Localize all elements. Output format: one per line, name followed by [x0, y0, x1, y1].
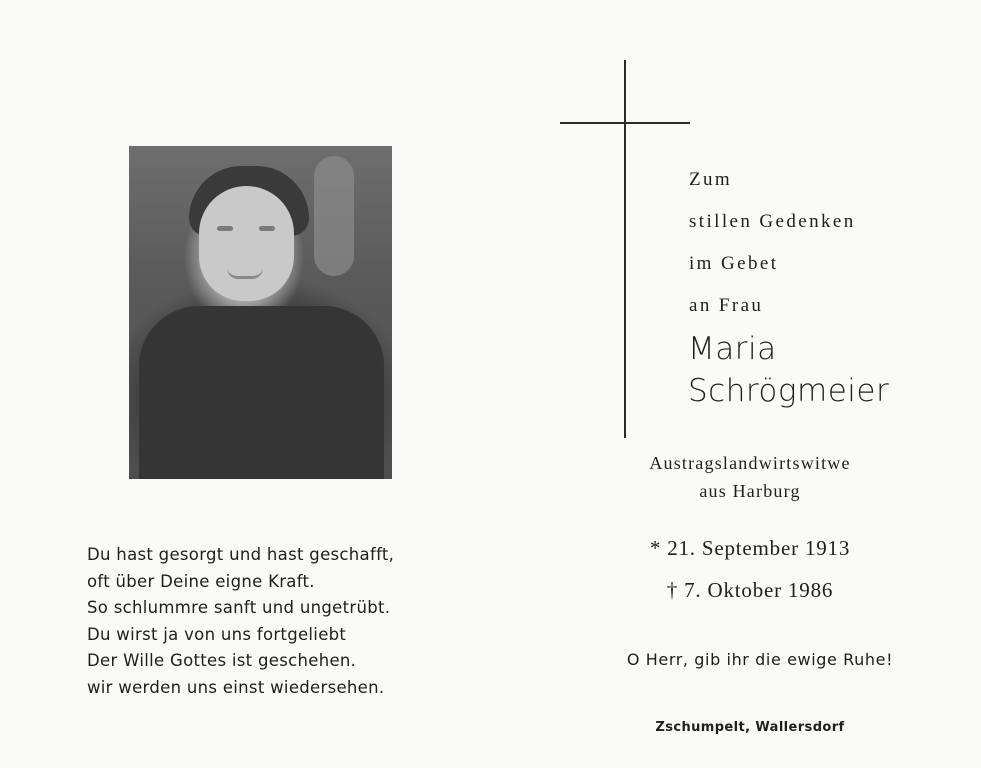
intro-text	[689, 159, 856, 327]
prayer-text: O Herr, gib ihr die ewige Ruhe!	[626, 650, 894, 669]
poem	[87, 542, 394, 701]
first-name: Maria	[688, 331, 777, 367]
deceased-name	[688, 328, 889, 412]
poem-line: wir werden uns einst wiedersehen.	[87, 677, 385, 697]
poem-line: Der Wille Gottes ist geschehen.	[87, 651, 357, 670]
last-name: Schrögmeier	[688, 373, 890, 409]
poem-line: oft über Deine eigne Kraft.	[87, 571, 315, 591]
cross-icon-horizontal-bar	[560, 122, 690, 124]
cross-icon-vertical-bar	[624, 60, 626, 438]
intro-line-4: an Frau	[689, 295, 764, 316]
photo-scarf-detail	[314, 156, 354, 276]
birth-date: * 21. September 1913	[649, 536, 851, 560]
portrait-photo	[129, 146, 392, 479]
photo-eye-left	[217, 226, 233, 231]
occupation-line-1: Austragslandwirtswitwe	[649, 453, 851, 473]
poem-line: So schlummre sanft und ungetrübt.	[87, 598, 391, 617]
printer-credit: Zschumpelt, Wallersdorf	[655, 720, 845, 735]
photo-face	[199, 186, 294, 301]
poem-line: Du hast gesorgt und hast geschafft,	[87, 545, 395, 564]
intro-line-1: Zum	[689, 169, 733, 190]
photo-coat	[139, 306, 384, 479]
photo-mouth	[227, 268, 263, 279]
poem-line: Du wirst ja von uns fortgeliebt	[87, 624, 347, 644]
photo-eye-right	[259, 226, 275, 231]
occupation-line-2: aus Harburg	[699, 481, 801, 501]
intro-line-3: im Gebet	[689, 253, 779, 274]
intro-line-2: stillen Gedenken	[689, 211, 856, 232]
death-date: † 7. Oktober 1986	[666, 578, 834, 602]
